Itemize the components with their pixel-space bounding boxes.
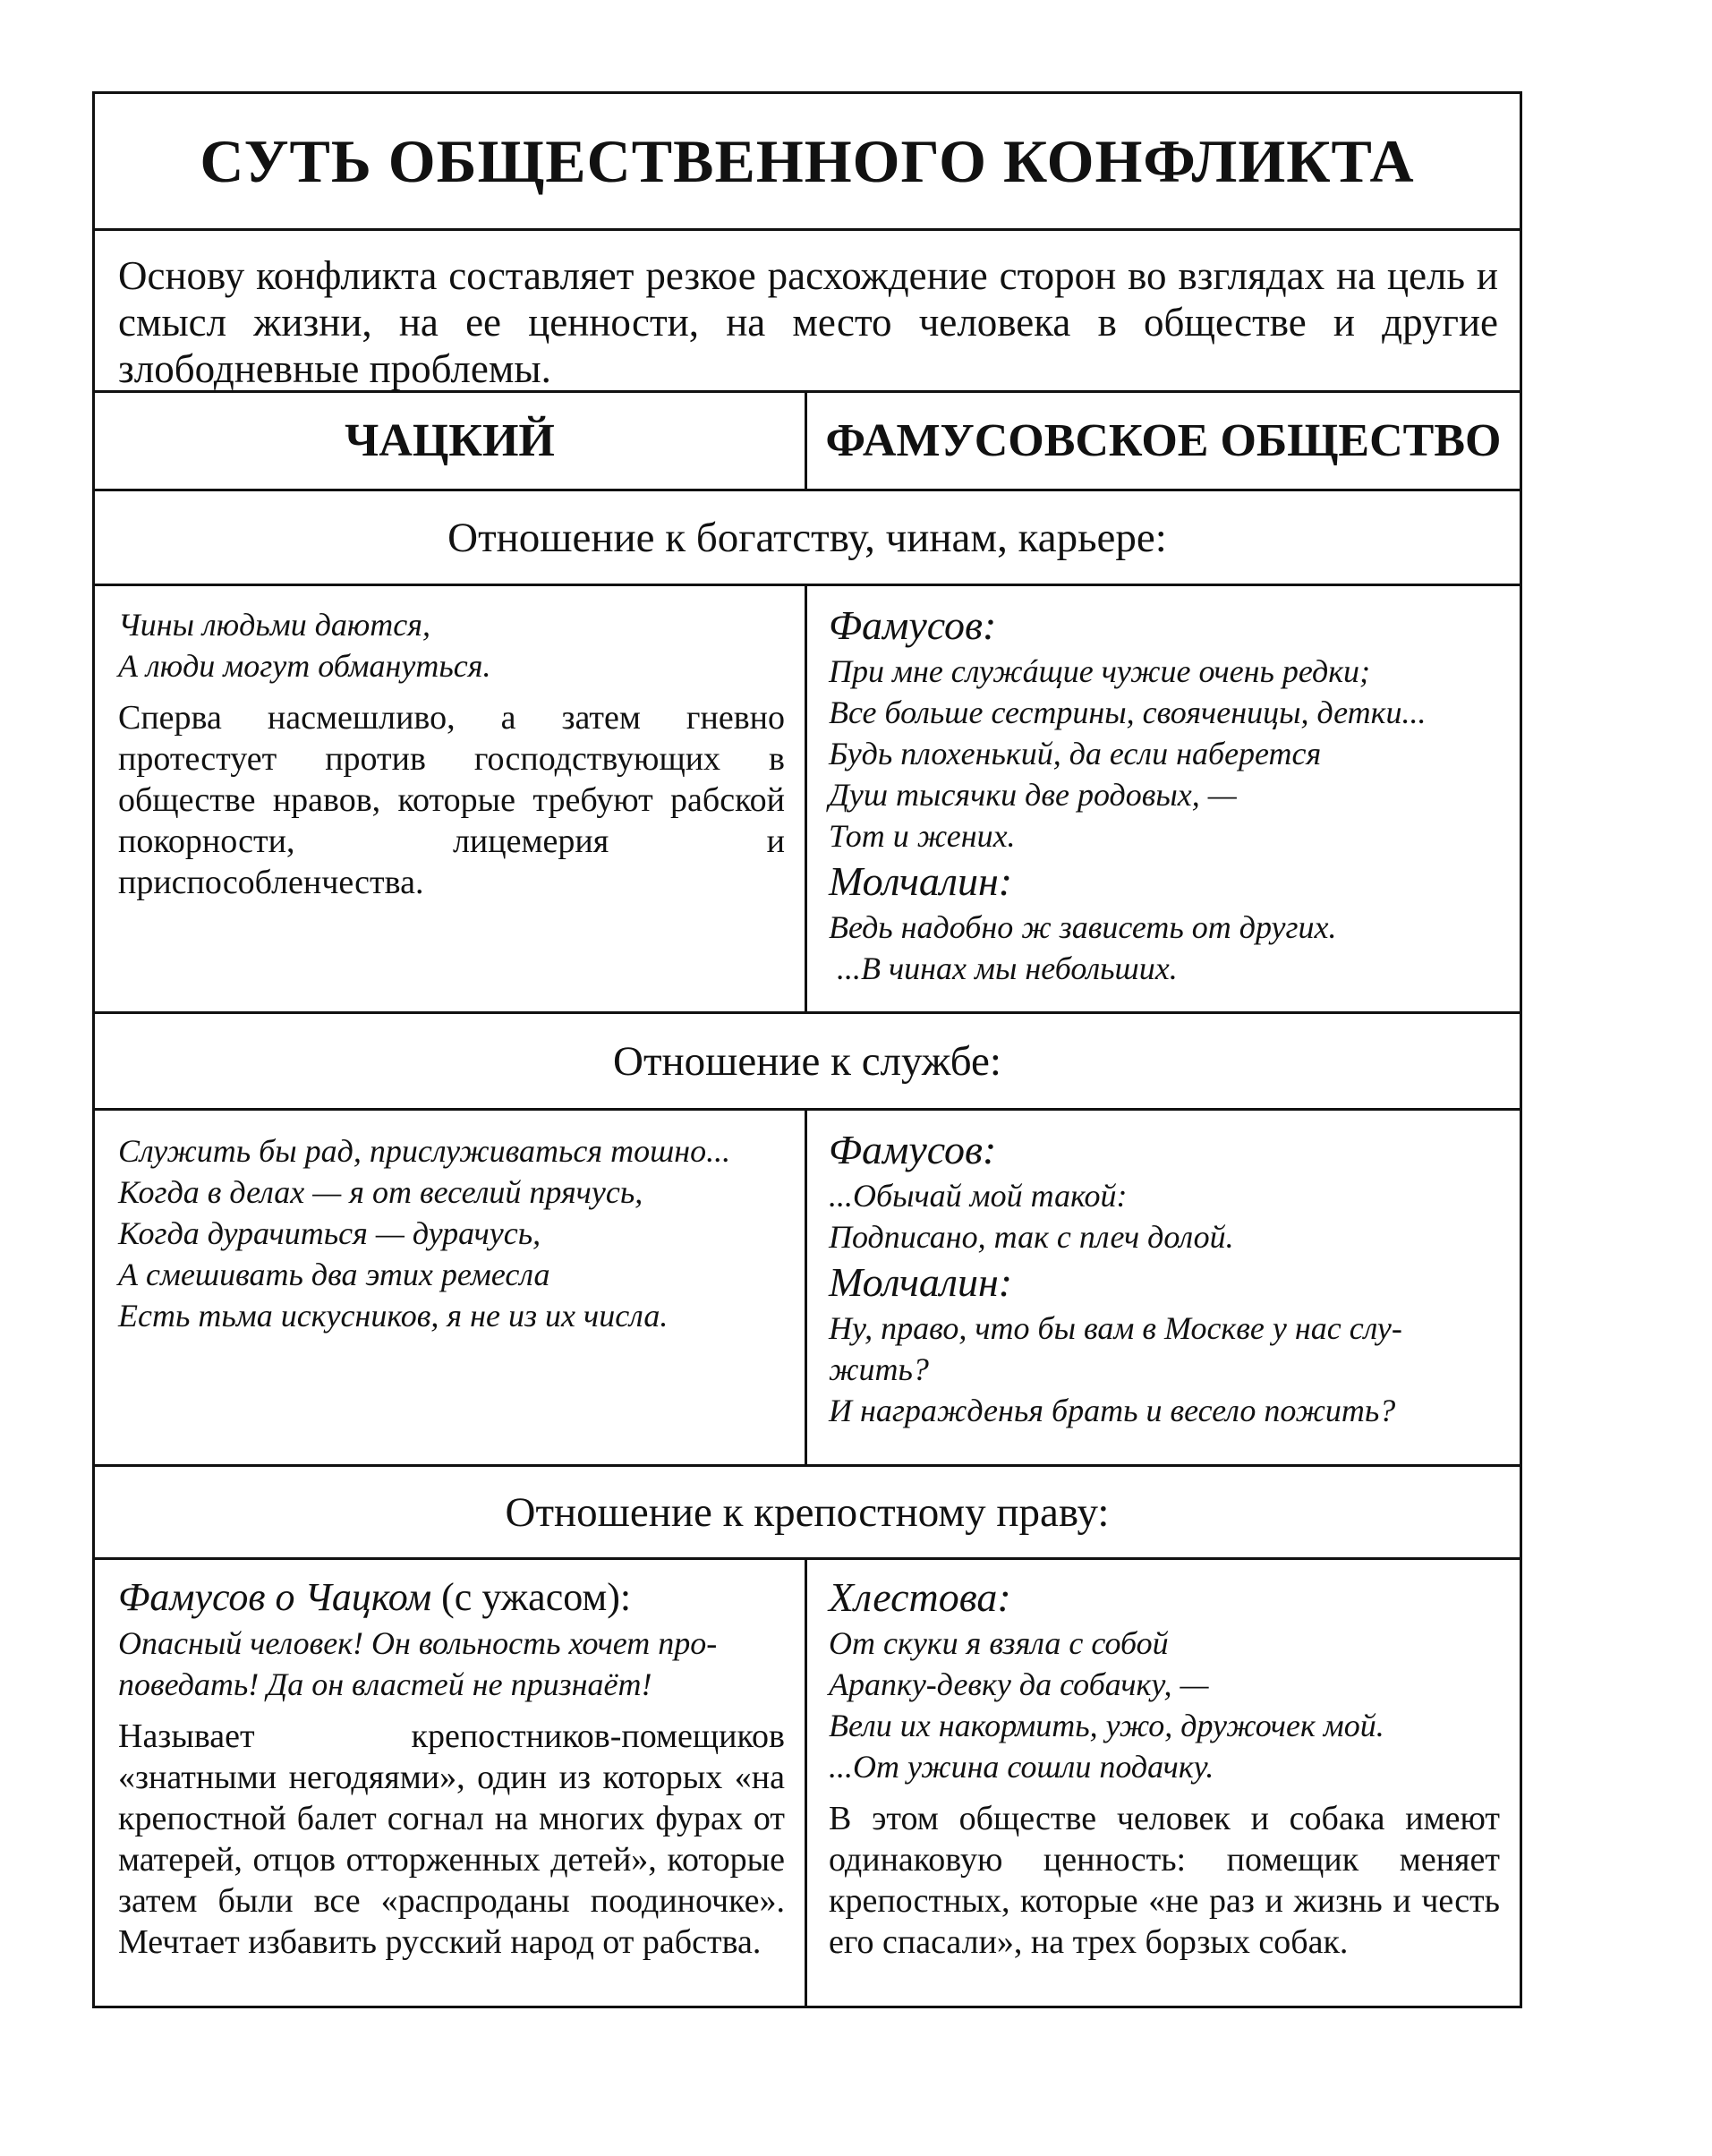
section-heading-wealth: Отношение к богатству, чинам, карьере:: [95, 491, 1520, 586]
speaker-molchalin: Молчалин:: [829, 1259, 1013, 1305]
section-heading-serfdom: Отношение к крепостному праву:: [95, 1467, 1520, 1560]
society-cell-wealth: [807, 586, 1520, 1011]
famusov-quote: ...Обычай мой такой: Подписано, так с плеч долой.: [829, 1178, 1234, 1255]
speaker-molchalin: Молчалин:: [829, 858, 1013, 904]
column-header-famusov-society: ФАМУСОВСКОЕ ОБЩЕСТВО: [825, 415, 1502, 466]
chatsky-description: Сперва насмешливо, а затем гневно протестует против господствующих в обществе нравов, которые требуют рабской покорности, лицемерия и приспособленчества.: [118, 699, 785, 901]
society-description: В этом обществе человек и собака имеют одинаковую ценность: помещик меняет крепостных, которые «не раз и жизнь и честь его спасали», на трех борзых собак.: [829, 1800, 1500, 1961]
speaker-famusov-about-chatsky: Фамусов о Чацком (с ужасом):: [118, 1575, 632, 1619]
section-heading-service: Отношение к службе:: [95, 1014, 1520, 1111]
famusov-quote: При мне служáщие чужие очень редки; Все больше сестрины, свояченицы, детки... Будь плохенький, да если наберется Душ тысячки две родовых, — Тот и жених.: [829, 653, 1427, 854]
column-header-chatsky: ЧАЦКИЙ: [95, 393, 807, 489]
page-title: СУТЬ ОБЩЕСТВЕННОГО КОНФЛИКТА: [200, 126, 1415, 195]
chatsky-cell-wealth: [95, 586, 807, 1011]
society-cell-service: [807, 1111, 1520, 1464]
section-content-service: [95, 1111, 1520, 1467]
famusov-quote: Опасный человек! Он вольность хочет про- поведать! Да он властей не признаёт!: [118, 1625, 718, 1702]
chatsky-quote: Служить бы рад, прислуживаться тошно... Когда в делах — я от веселий прячусь, Когда дурачиться — дурачусь, А смешивать два этих ремесла Есть тьма искусников, я не из их числа.: [118, 1133, 731, 1334]
speaker-khlestova: Хлестова:: [829, 1574, 1011, 1620]
title-row: [95, 94, 1520, 231]
chatsky-quote: Чины людьми даются, А люди могут обмануться.: [118, 607, 491, 684]
speaker-famusov: Фамусов:: [829, 1127, 997, 1172]
chatsky-cell-serfdom: [95, 1560, 807, 2006]
conflict-table: [92, 91, 1522, 2008]
khlestova-quote: От скуки я взяла с собой Арапку-девку да собачку, — Вели их накормить, ужо, дружочек мой. ...От ужина сошли подачку.: [829, 1625, 1384, 1785]
intro-text: Основу конфликта составляет резкое расхождение сторон во взглядах на цель и смысл жизни, на ее ценности, на место человека в обществе и другие злободневные проблемы.: [95, 231, 1520, 393]
chatsky-cell-service: [95, 1111, 807, 1464]
section-content-serfdom: [95, 1560, 1520, 2006]
molchalin-quote: Ведь надобно ж зависеть от других. ...В чинах мы небольших.: [829, 909, 1337, 986]
society-cell-serfdom: [807, 1560, 1520, 2006]
section-content-wealth: [95, 586, 1520, 1014]
chatsky-description: Называет крепостников-помещиков «знатными негодяями», один из которых «на крепостной балет согнал на многих фурах от матерей, отцов отторженных детей», которые затем были все «распроданы поодиночке». Мечтает избавить русский народ от рабства.: [118, 1717, 785, 1961]
column-header-row: [95, 393, 1520, 491]
molchalin-quote: Ну, право, что бы вам в Москве у нас слу- жить? И награжденья брать и весело пожить?: [829, 1310, 1402, 1428]
speaker-famusov: Фамусов:: [829, 602, 997, 648]
